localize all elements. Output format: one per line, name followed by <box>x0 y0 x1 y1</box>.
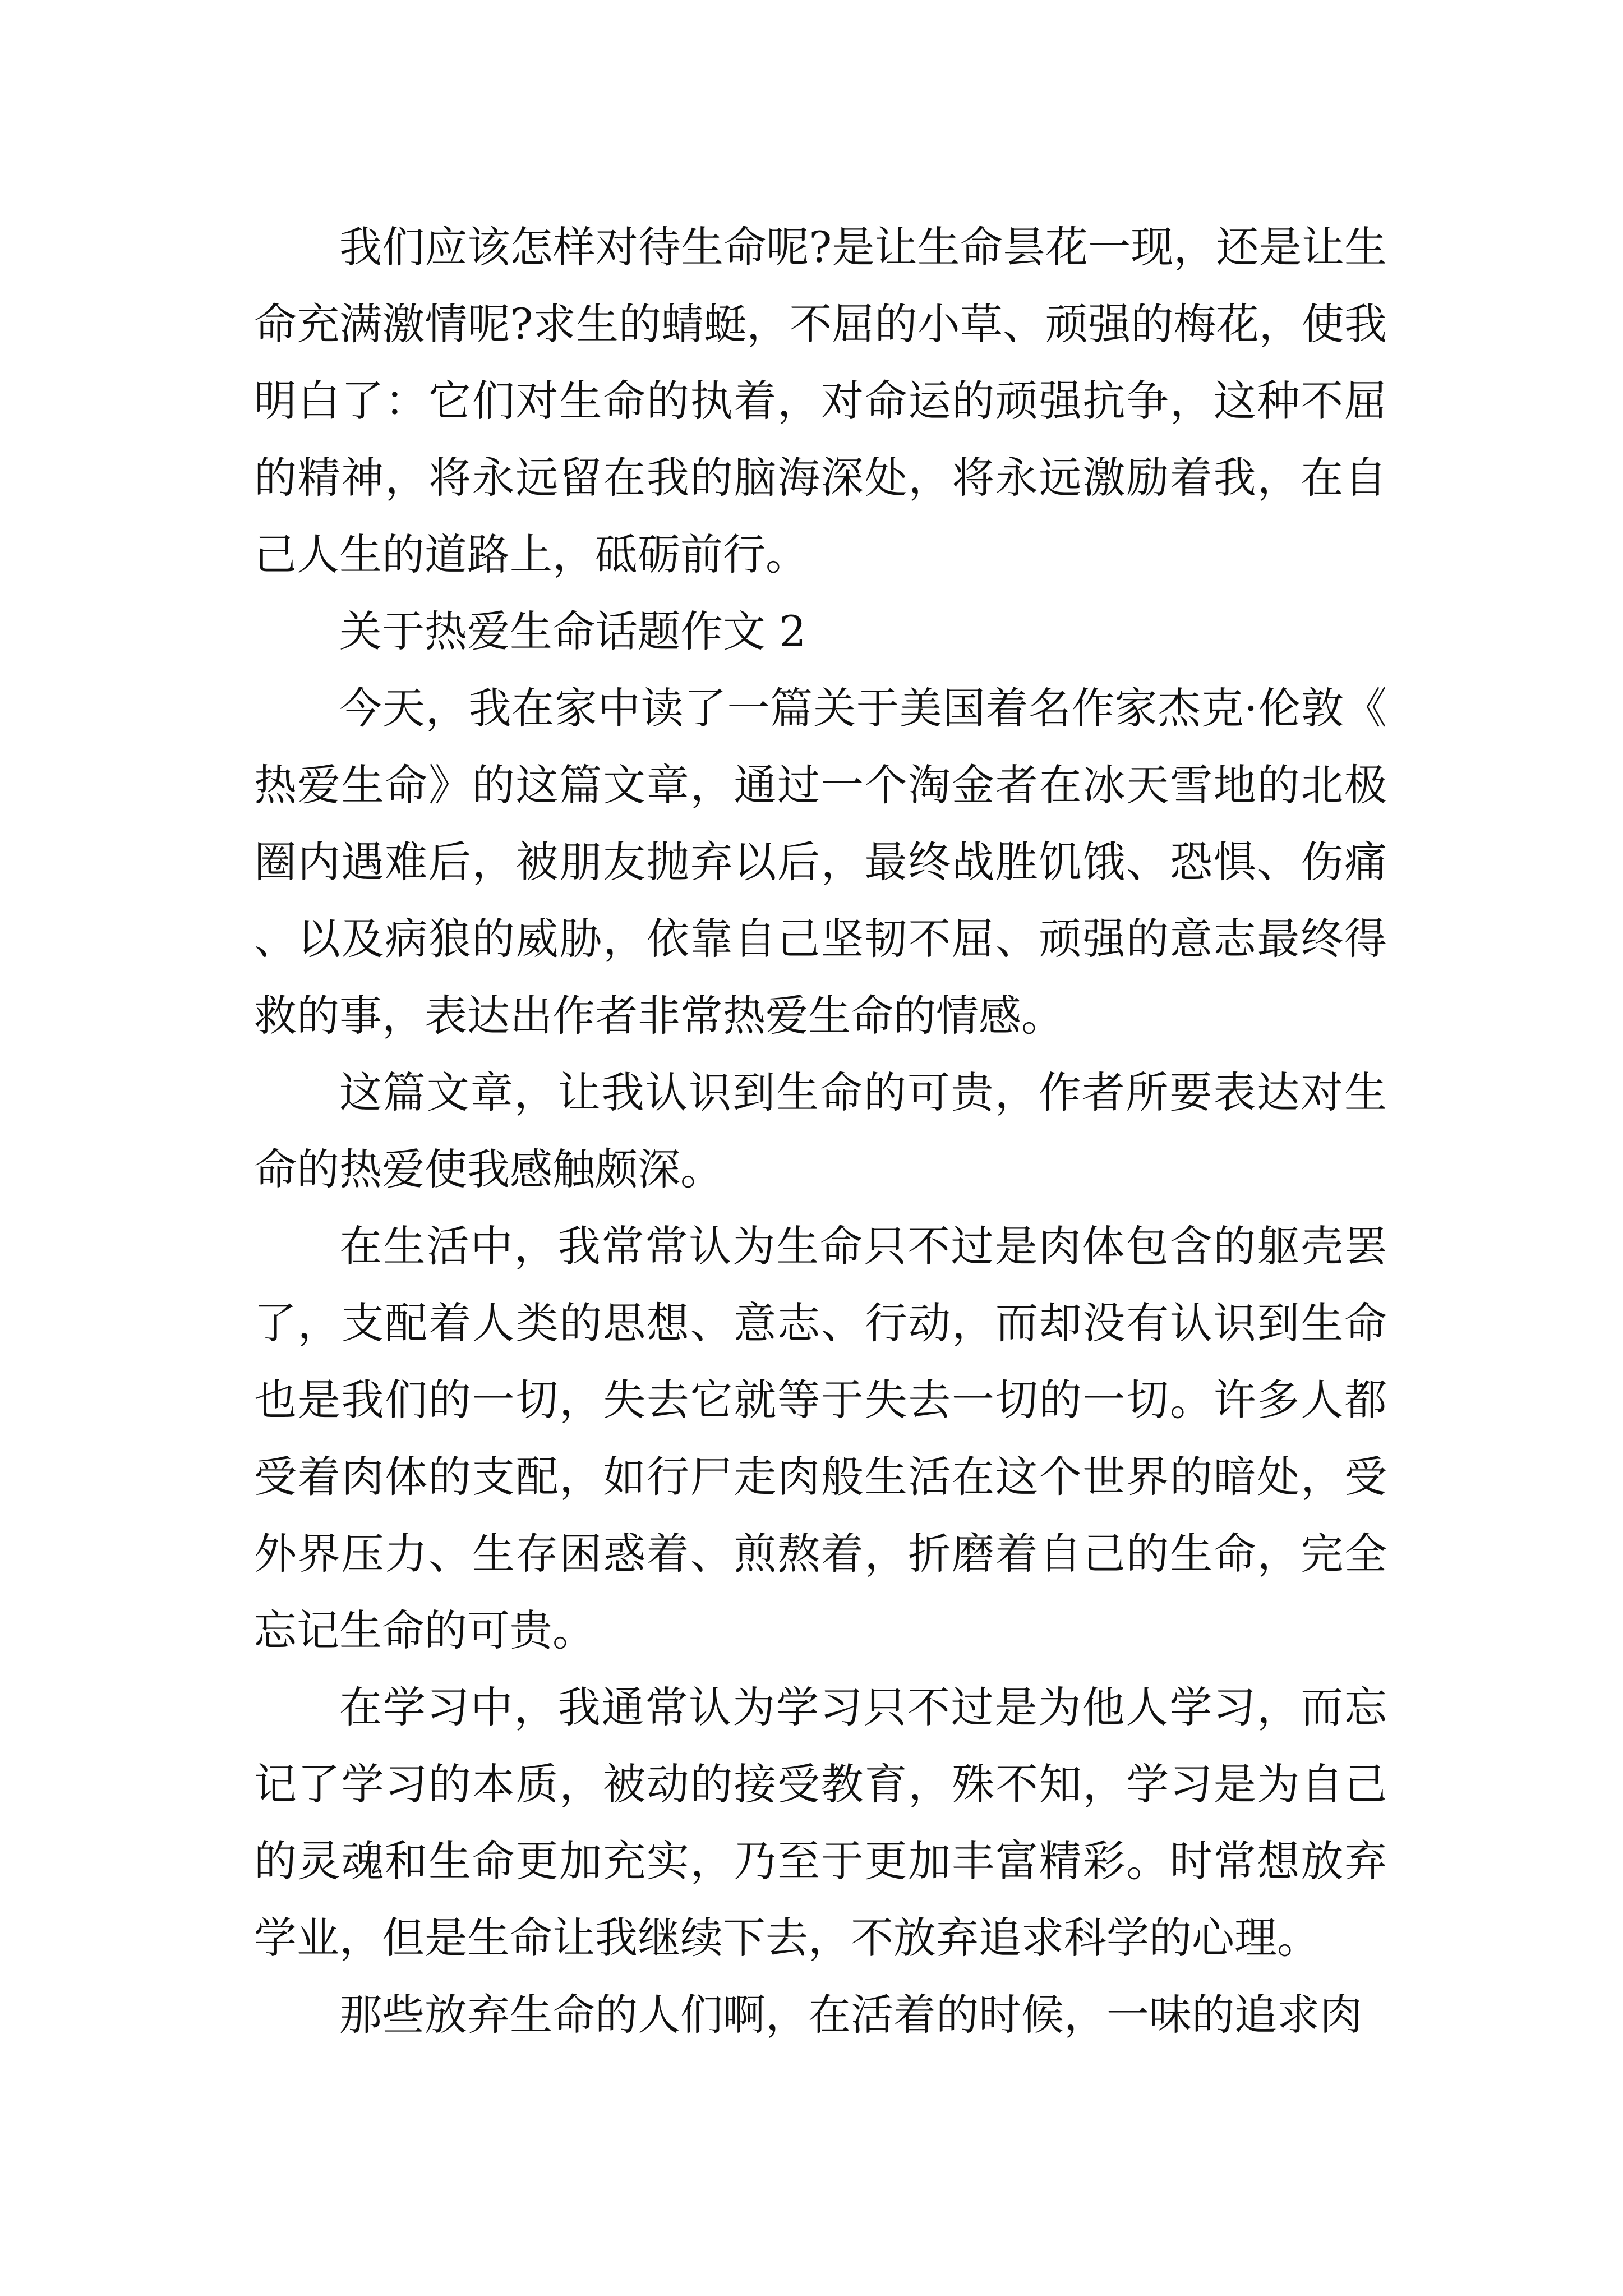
paragraph-intro: 我们应该怎样对待生命呢?是让生命昙花一现，还是让生命充满激情呢?求生的蜻蜓，不屈的小草、顽强的梅花，使我明白了：它们对生命的执着，对命运的顽强抗争，这种不屈的精神，将永远留在我的脑海深处，将永远激励着我，在自己人生的道路上，砥砺前行。 <box>254 222 1387 579</box>
paragraph-life: 在生活中，我常常认为生命只不过是肉体包含的躯壳罢了，支配着人类的思想、意志、行动，而却没有认识到生命也是我们的一切，失去它就等于失去一切的一切。许多人都受着肉体的支配，如行尸走肉般生活在这个世界的暗处，受外界压力、生存困惑着、煎熬着，折磨着自己的生命，完全忘记生命的可贵。 <box>254 1221 1387 1655</box>
document-body <box>254 209 1387 2053</box>
paragraph-reading: 今天，我在家中读了一篇关于美国着名作家杰克·伦敦《热爱生命》的这篇文章，通过一个淘金者在冰天雪地的北极圈内遇难后，被朋友抛弃以后，最终战胜饥饿、恐惧、伤痛、以及病狼的威胁，依靠自己坚韧不屈、顽强的意志最终得救的事，表达出作者非常热爱生命的情感。 <box>254 683 1387 1041</box>
essay-heading: 关于热爱生命话题作文 2 <box>339 606 806 656</box>
paragraph-closing: 那些放弃生命的人们啊，在活着的时候，一味的追求肉 <box>339 1990 1362 2040</box>
paragraph-realization: 这篇文章，让我认识到生命的可贵，作者所要表达对生命的热爱使我感触颇深。 <box>254 1068 1387 1194</box>
paragraph-study: 在学习中，我通常认为学习只不过是为他人学习，而忘记了学习的本质，被动的接受教育，殊不知，学习是为自己的灵魂和生命更加充实，乃至于更加丰富精彩。时常想放弃学业，但是生命让我继续下去，不放弃追求科学的心理。 <box>254 1682 1387 1963</box>
